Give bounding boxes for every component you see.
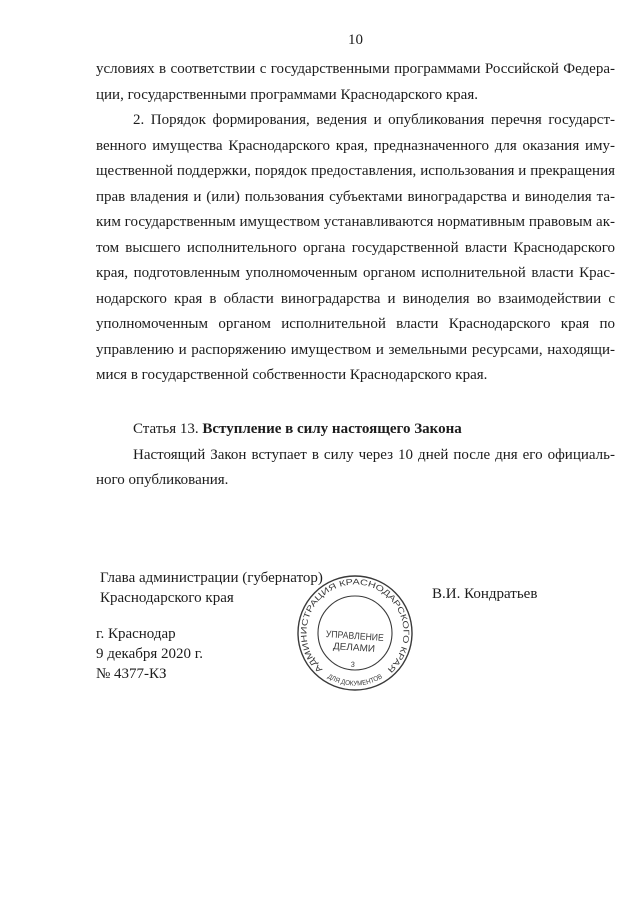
article-title: Вступление в силу настоящего Закона [202, 421, 462, 437]
svg-text:ДЛЯ ДОКУМЕНТОВ [326, 673, 384, 687]
law-number: № 4377-КЗ [96, 666, 167, 682]
text-line: Настоящий Закон вступает в силу через 10 дней после дня его официаль- [133, 446, 615, 463]
official-stamp [296, 574, 414, 692]
article-section [96, 417, 615, 494]
text-line: прав владения и (или) пользования субъектами виноградарства и виноделия та- [96, 188, 615, 205]
text-line: 2. Порядок формирования, ведения и опубликования перечня государст- [133, 112, 615, 128]
signatory-position-line-2: Краснодарского края [100, 590, 234, 606]
text-line: ким государственным имуществом устанавливаются нормативным правовым ак- [96, 214, 615, 230]
text-line: края, подготовленным уполномоченным органом исполнительной власти Крас- [96, 265, 615, 281]
signatory-name: В.И. Кондратьев [432, 586, 538, 602]
text-line: том высшего исполнительного органа государственной власти Краснодарского [96, 239, 615, 256]
page-number: 10 [348, 32, 363, 48]
stamp-outer-text: АДМИНИСТРАЦИЯ КРАСНОДАРСКОГО КРАЯ [299, 577, 411, 675]
law-date: 9 декабря 2020 г. [96, 646, 203, 662]
text-line: нодарского края в области виноградарства и виноделия во взаимодействии с [96, 290, 615, 307]
text-line: управлению и распоряжению имуществом и земельными ресурсами, находящи- [96, 341, 615, 358]
text-line: ции, государственными программами Краснодарского края. [96, 86, 478, 103]
text-line: условиях в соответствии с государственными программами Российской Федера- [96, 61, 615, 77]
stamp-number: 3 [350, 659, 356, 670]
article-heading [96, 417, 615, 443]
text-line: уполномоченным органом исполнительной власти Краснодарского края по [96, 316, 615, 332]
stamp-center-line-2: ДЕЛАМИ [332, 641, 374, 655]
stamp-center-line-1: УПРАВЛЕНИЕ [325, 628, 391, 645]
article-label: Статья 13. [133, 421, 199, 437]
signatory-position-line-1: Глава администрации (губернатор) [100, 570, 323, 586]
stamp-bottom-text: ДЛЯ ДОКУМЕНТОВ [326, 673, 384, 688]
body-text [96, 57, 615, 389]
text-line: венного имущества Краснодарского края, предназначенного для оказания иму- [96, 137, 615, 154]
law-city: г. Краснодар [96, 626, 176, 642]
text-line: ного опубликования. [96, 472, 229, 488]
text-line: мися в государственной собственности Краснодарского края. [96, 367, 488, 383]
text-line: щественной поддержки, порядок предоставления, использования и прекращения [96, 163, 615, 179]
